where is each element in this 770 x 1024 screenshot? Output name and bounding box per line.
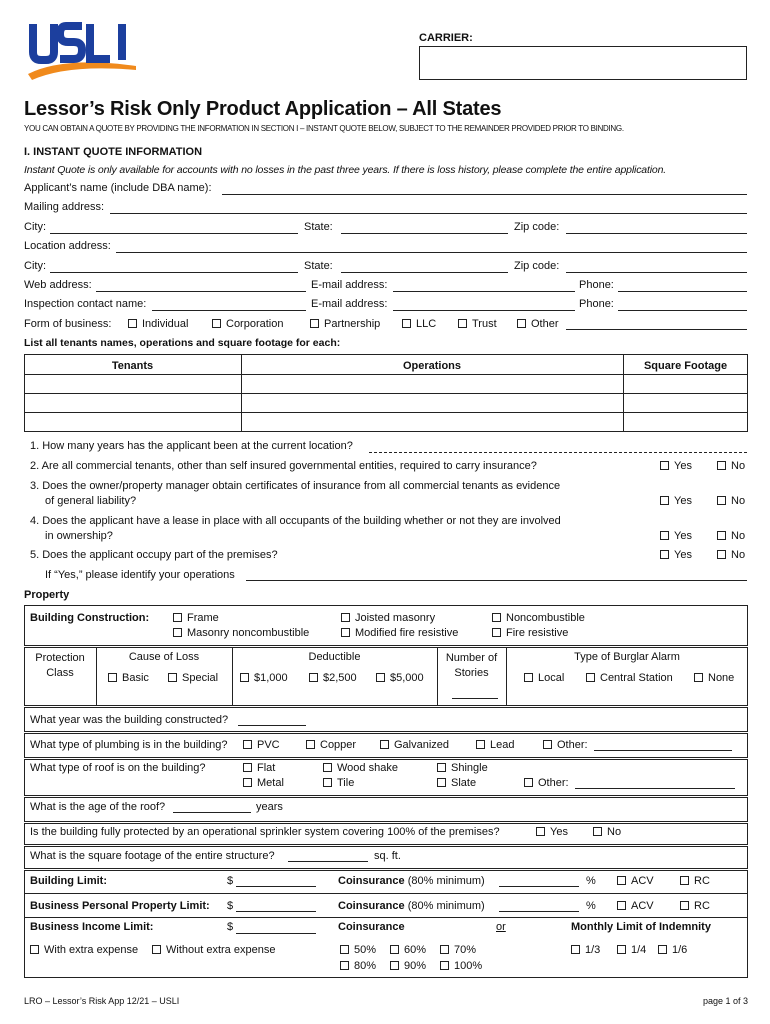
q2-yes-option[interactable]: Yes: [660, 460, 692, 472]
checkbox[interactable]: [440, 945, 449, 954]
plumbing-pvc-option[interactable]: PVC: [243, 739, 280, 751]
bpp-rc-option[interactable]: RC: [680, 900, 710, 912]
checkbox[interactable]: [323, 778, 332, 787]
sprinkler-label: Is the building fully protected by an operational sprinkler system covering 100% of the premises?: [30, 826, 500, 838]
bpp-limit-label: Business Personal Property Limit:: [30, 900, 210, 912]
year-built-label: What year was the building constructed?: [30, 714, 229, 726]
checkbox[interactable]: [437, 778, 446, 787]
construction-fire-resistive-option[interactable]: Fire resistive: [492, 627, 568, 639]
checkbox[interactable]: [437, 763, 446, 772]
checkbox[interactable]: [458, 319, 467, 328]
monthly-1-4-option[interactable]: 1/4: [617, 944, 646, 956]
building-acv-option[interactable]: ACV: [617, 875, 654, 887]
checkbox[interactable]: [524, 778, 533, 787]
checkbox[interactable]: [593, 827, 602, 836]
roof-slate-option[interactable]: Slate: [437, 777, 476, 789]
coinsurance-label: Coinsurance (80% minimum): [338, 875, 485, 887]
roof-wood-shake-option[interactable]: Wood shake: [323, 762, 398, 774]
checkbox[interactable]: [243, 778, 252, 787]
year-built-field[interactable]: [238, 725, 306, 726]
checkbox[interactable]: [680, 876, 689, 885]
tenants-heading: List all tenants names, operations and square footage for each:: [24, 337, 341, 349]
checkbox[interactable]: [323, 763, 332, 772]
bi-limit-field[interactable]: [236, 933, 316, 934]
coinsurance-90-option[interactable]: 90%: [390, 960, 426, 972]
q4-no-option[interactable]: No: [717, 530, 745, 542]
deductible-2500-option[interactable]: $2,500: [309, 672, 357, 684]
building-construction-label: Building Construction:: [30, 612, 150, 624]
inspection-contact-field[interactable]: [152, 310, 306, 311]
q3-no-option[interactable]: No: [717, 495, 745, 507]
plumbing-other-field[interactable]: [594, 750, 732, 751]
checkbox[interactable]: [212, 319, 221, 328]
roof-other-field[interactable]: [575, 788, 735, 789]
checkbox[interactable]: [340, 945, 349, 954]
operations-header: Operations: [402, 360, 462, 372]
question-4: 4. Does the applicant have a lease in place with all occupants of the building whether or not they are involved: [30, 515, 561, 527]
checkbox[interactable]: [376, 673, 385, 682]
square-footage-field[interactable]: [288, 861, 368, 862]
web-address-label: Web address:: [24, 279, 92, 291]
checkbox[interactable]: [660, 496, 669, 505]
roof-age-label: What is the age of the roof?: [30, 801, 166, 813]
monthly-limit-label: Monthly Limit of Indemnity: [571, 921, 711, 933]
bpp-coinsurance-field[interactable]: [499, 911, 579, 912]
checkbox[interactable]: [617, 901, 626, 910]
business-other-field[interactable]: [566, 329, 747, 330]
checkbox[interactable]: [717, 531, 726, 540]
form-of-business-label: Form of business:: [24, 318, 112, 330]
zip-label: Zip code:: [514, 260, 560, 272]
construction-joisted-masonry-option[interactable]: Joisted masonry: [341, 612, 435, 624]
sq-ft-label: sq. ft.: [374, 850, 401, 862]
checkbox[interactable]: [524, 673, 533, 682]
construction-modified-fire-resistive-option[interactable]: Modified fire resistive: [341, 627, 458, 639]
coinsurance-60-option[interactable]: 60%: [390, 944, 426, 956]
q5-yes-option[interactable]: Yes: [660, 549, 692, 561]
monthly-1-3-option[interactable]: 1/3: [571, 944, 600, 956]
coinsurance-100-option[interactable]: 100%: [440, 960, 482, 972]
state-field[interactable]: [341, 233, 508, 234]
checkbox[interactable]: [30, 945, 39, 954]
checkbox[interactable]: [717, 550, 726, 559]
checkbox[interactable]: [717, 496, 726, 505]
checkbox[interactable]: [402, 319, 411, 328]
section-heading: I. INSTANT QUOTE INFORMATION: [24, 146, 203, 158]
question-5-followup: If “Yes,” please identify your operations: [45, 569, 235, 581]
checkbox[interactable]: [617, 876, 626, 885]
business-other-option[interactable]: Other: [517, 318, 559, 330]
burglar-alarm-label: Type of Burglar Alarm: [574, 651, 680, 663]
q3-yes-option[interactable]: Yes: [660, 495, 692, 507]
years-label: years: [256, 801, 283, 813]
monthly-1-6-option[interactable]: 1/6: [658, 944, 687, 956]
business-partnership-option[interactable]: Partnership: [310, 318, 380, 330]
zip-field[interactable]: [566, 272, 747, 273]
plumbing-lead-option[interactable]: Lead: [476, 739, 514, 751]
coinsurance-70-option[interactable]: 70%: [440, 944, 476, 956]
cause-special-option[interactable]: Special: [168, 672, 218, 684]
checkbox[interactable]: [694, 673, 703, 682]
checkbox[interactable]: [543, 740, 552, 749]
sprinkler-no-option[interactable]: No: [593, 826, 621, 838]
zip-label: Zip code:: [514, 221, 560, 233]
question-3: 3. Does the owner/property manager obtain certificates of insurance from all commercial tenants as evidence: [30, 480, 561, 492]
checkbox[interactable]: [380, 740, 389, 749]
building-coinsurance-field[interactable]: [499, 886, 579, 887]
footer-left: LRO – Lessor’s Risk App 12/21 – USLI: [24, 996, 180, 1006]
cause-basic-option[interactable]: Basic: [108, 672, 149, 684]
question-4-cont: in ownership?: [45, 530, 113, 542]
checkbox[interactable]: [340, 961, 349, 970]
q2-no-option[interactable]: No: [717, 460, 745, 472]
coinsurance-50-option[interactable]: 50%: [340, 944, 376, 956]
state-field[interactable]: [341, 272, 508, 273]
business-corporation-option[interactable]: Corporation: [212, 318, 283, 330]
checkbox[interactable]: [658, 945, 667, 954]
table-divider: [24, 412, 748, 413]
question-1-field[interactable]: [369, 452, 747, 453]
email-field[interactable]: [393, 310, 575, 311]
with-extra-expense-option[interactable]: With extra expense: [30, 944, 138, 956]
email-label: E-mail address:: [311, 298, 388, 310]
square-footage-label: What is the square footage of the entire structure?: [30, 850, 275, 862]
stories-label: Number of Stories: [445, 652, 498, 679]
location-address-field[interactable]: [116, 252, 747, 253]
city-field[interactable]: [50, 233, 298, 234]
checkbox[interactable]: [240, 673, 249, 682]
usli-logo: [24, 22, 142, 80]
email-field[interactable]: [393, 291, 575, 292]
plumbing-galvanized-option[interactable]: Galvanized: [380, 739, 449, 751]
square-footage-header: Square Footage: [643, 360, 728, 372]
checkbox[interactable]: [309, 673, 318, 682]
checkbox[interactable]: [128, 319, 137, 328]
checkbox[interactable]: [536, 827, 545, 836]
protection-class-label: Protection Class: [35, 652, 85, 679]
stories-field[interactable]: [452, 698, 498, 699]
city-field[interactable]: [50, 272, 298, 273]
checkbox[interactable]: [571, 945, 580, 954]
checkbox[interactable]: [173, 628, 182, 637]
checkbox[interactable]: [586, 673, 595, 682]
building-limit-label: Building Limit:: [30, 875, 107, 887]
roof-flat-option[interactable]: Flat: [243, 762, 275, 774]
deductible-5000-option[interactable]: $5,000: [376, 672, 424, 684]
question-5-followup-field[interactable]: [246, 580, 747, 581]
applicant-name-field[interactable]: [222, 194, 747, 195]
page-subtitle: YOU CAN OBTAIN A QUOTE BY PROVIDING THE INFORMATION IN SECTION I – INSTANT QUOTE BELOW, SUBJECT TO THE REMAINDER PROVIDED PRIOR TO BINDING.: [24, 124, 624, 133]
checkbox[interactable]: [243, 763, 252, 772]
alarm-local-option[interactable]: Local: [524, 672, 564, 684]
bi-limit-label: Business Income Limit:: [30, 921, 154, 933]
coinsurance-80-option[interactable]: 80%: [340, 960, 376, 972]
coinsurance-label: Coinsurance (80% minimum): [338, 900, 485, 912]
state-label: State:: [304, 260, 333, 272]
phone-field[interactable]: [618, 310, 747, 311]
mailing-address-label: Mailing address:: [24, 201, 105, 213]
checkbox[interactable]: [390, 961, 399, 970]
roof-shingle-option[interactable]: Shingle: [437, 762, 488, 774]
checkbox[interactable]: [341, 613, 350, 622]
sprinkler-yes-option[interactable]: Yes: [536, 826, 568, 838]
checkbox[interactable]: [341, 628, 350, 637]
dollar-sign: $: [227, 900, 234, 912]
plumbing-label: What type of plumbing is in the building?: [30, 739, 228, 751]
checkbox[interactable]: [108, 673, 117, 682]
instant-quote-note: Instant Quote is only available for accounts with no losses in the past three years. If there is loss history, please complete the entire application.: [24, 164, 667, 176]
checkbox[interactable]: [660, 550, 669, 559]
question-3-cont: of general liability?: [45, 495, 137, 507]
carrier-input[interactable]: [419, 46, 747, 80]
checkbox[interactable]: [617, 945, 626, 954]
question-2: 2. Are all commercial tenants, other than self insured governmental entities, required to carry insurance?: [30, 460, 537, 472]
question-5: 5. Does the applicant occupy part of the premises?: [30, 549, 278, 561]
checkbox[interactable]: [492, 628, 501, 637]
checkbox[interactable]: [660, 531, 669, 540]
percent-sign: %: [586, 875, 596, 887]
plumbing-other-option[interactable]: Other:: [543, 739, 588, 751]
checkbox[interactable]: [717, 461, 726, 470]
checkbox[interactable]: [440, 961, 449, 970]
checkbox[interactable]: [173, 613, 182, 622]
table-divider: [24, 374, 748, 375]
dollar-sign: $: [227, 875, 234, 887]
roof-type-label: What type of roof is on the building?: [30, 762, 206, 774]
tenants-header: Tenants: [111, 360, 154, 372]
plumbing-copper-option[interactable]: Copper: [306, 739, 356, 751]
city-label: City:: [24, 221, 46, 233]
phone-field[interactable]: [618, 291, 747, 292]
applicant-name-label: Applicant’s name (include DBA name):: [24, 182, 212, 194]
carrier-label: CARRIER:: [419, 32, 473, 44]
checkbox[interactable]: [310, 319, 319, 328]
checkbox[interactable]: [306, 740, 315, 749]
checkbox[interactable]: [517, 319, 526, 328]
building-limit-field[interactable]: [236, 886, 316, 887]
business-individual-option[interactable]: Individual: [128, 318, 188, 330]
footer-page-number: page 1 of 3: [702, 996, 748, 1006]
phone-label: Phone:: [579, 298, 614, 310]
alarm-central-station-option[interactable]: Central Station: [586, 672, 673, 684]
bpp-limit-field[interactable]: [236, 911, 316, 912]
checkbox[interactable]: [492, 613, 501, 622]
q4-yes-option[interactable]: Yes: [660, 530, 692, 542]
box-divider: [24, 893, 748, 894]
phone-label: Phone:: [579, 279, 614, 291]
question-1: 1. How many years has the applicant been at the current location?: [30, 440, 353, 452]
bi-coinsurance-label: Coinsurance: [338, 921, 405, 933]
or-label: or: [496, 921, 506, 933]
cause-of-loss-label: Cause of Loss: [128, 651, 200, 663]
page-title: Lessor’s Risk Only Product Application – All States: [24, 98, 502, 120]
zip-field[interactable]: [566, 233, 747, 234]
checkbox[interactable]: [476, 740, 485, 749]
without-extra-expense-option[interactable]: Without extra expense: [152, 944, 275, 956]
location-address-label: Location address:: [24, 240, 111, 252]
roof-metal-option[interactable]: Metal: [243, 777, 284, 789]
building-rc-option[interactable]: RC: [680, 875, 710, 887]
bpp-acv-option[interactable]: ACV: [617, 900, 654, 912]
checkbox[interactable]: [243, 740, 252, 749]
q5-no-option[interactable]: No: [717, 549, 745, 561]
city-label: City:: [24, 260, 46, 272]
alarm-none-option[interactable]: None: [694, 672, 734, 684]
checkbox[interactable]: [680, 901, 689, 910]
checkbox[interactable]: [152, 945, 161, 954]
checkbox[interactable]: [168, 673, 177, 682]
construction-masonry-noncombustible-option[interactable]: Masonry noncombustible: [173, 627, 309, 639]
deductible-label: Deductible: [308, 651, 361, 663]
dollar-sign: $: [227, 921, 234, 933]
business-trust-option[interactable]: Trust: [458, 318, 497, 330]
deductible-1000-option[interactable]: $1,000: [240, 672, 288, 684]
construction-frame-option[interactable]: Frame: [173, 612, 219, 624]
box-divider: [24, 917, 748, 918]
checkbox[interactable]: [660, 461, 669, 470]
roof-age-field[interactable]: [173, 812, 251, 813]
checkbox[interactable]: [390, 945, 399, 954]
mailing-address-field[interactable]: [110, 213, 747, 214]
construction-noncombustible-option[interactable]: Noncombustible: [492, 612, 585, 624]
web-address-field[interactable]: [96, 291, 306, 292]
inspection-contact-label: Inspection contact name:: [24, 298, 147, 310]
email-label: E-mail address:: [311, 279, 388, 291]
table-divider: [24, 393, 748, 394]
state-label: State:: [304, 221, 333, 233]
property-heading: Property: [24, 589, 70, 601]
roof-other-option[interactable]: Other:: [524, 777, 569, 789]
percent-sign: %: [586, 900, 596, 912]
roof-tile-option[interactable]: Tile: [323, 777, 354, 789]
business-llc-option[interactable]: LLC: [402, 318, 436, 330]
